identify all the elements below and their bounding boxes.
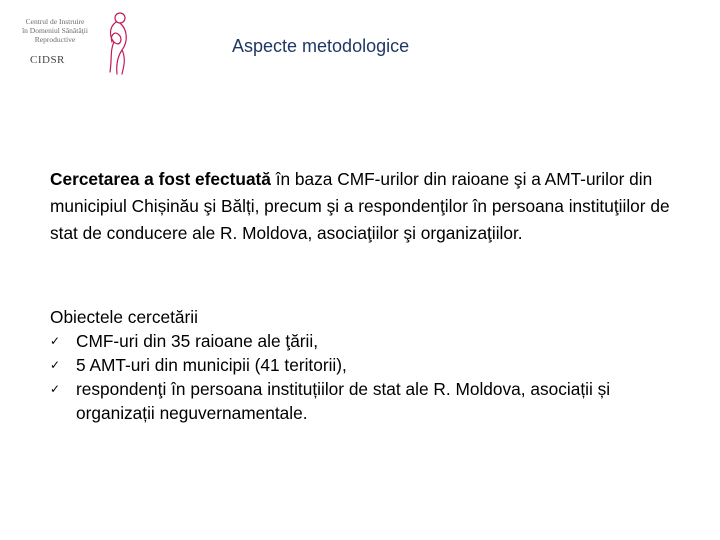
list-item: [50, 353, 690, 377]
intro-rest: în baza CMF-urilor din raioane şi a AMT-urilor din municipiul Chișinău şi Bălți, precum şi a respondenţilor în persoana instituţiilor de stat de conducere ale R. Moldova, asociaţiilor şi organizaţiilor.: [50, 169, 670, 243]
list-item-text: 5 AMT-uri din municipii (41 teritorii),: [76, 355, 347, 375]
checkmark-icon: ✓: [50, 334, 61, 348]
checkmark-icon: ✓: [50, 382, 61, 396]
intro-paragraph: [50, 166, 690, 247]
mother-child-silhouette-icon: [100, 8, 134, 78]
list-item-text: respondenţi în persoana instituțiilor de stat ale R. Moldova, asociații și organizații neguvernamentale.: [76, 379, 611, 423]
list-item-text: CMF-uri din 35 raioane ale ţării,: [76, 331, 319, 351]
objectives-section: [50, 305, 690, 425]
logo-org-name: Centrul de Instruire în Domeniul Sănătăţii Reproductive: [22, 17, 88, 44]
intro-lead-bold: Cercetarea a fost efectuată: [50, 169, 271, 189]
organization-logo: [10, 8, 135, 78]
list-item: [50, 329, 690, 353]
logo-abbreviation: CIDSR: [30, 54, 65, 66]
list-item: [50, 377, 690, 425]
page-title: Aspecte metodologice: [232, 36, 410, 56]
objectives-list: [50, 329, 690, 425]
checkmark-icon: ✓: [50, 358, 61, 372]
objectives-heading: Obiectele cercetării: [50, 307, 198, 327]
